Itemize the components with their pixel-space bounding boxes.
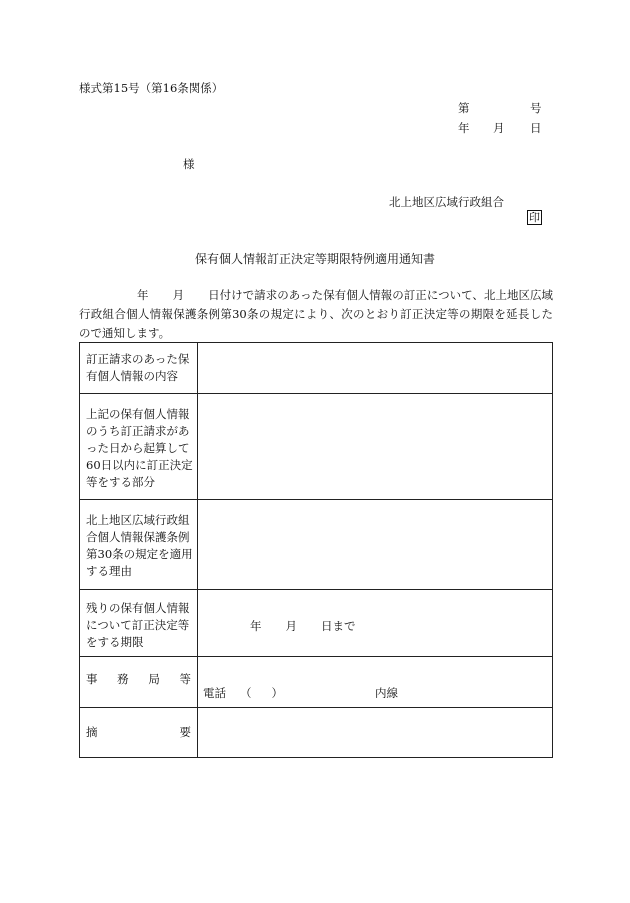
row5-char: 局 [148,672,160,686]
row5-char: 事 [86,672,98,686]
row5-label [80,657,197,687]
date-day-label: 日 [530,121,542,135]
reference-number [458,100,542,116]
table-row [80,500,553,590]
deadline-date [250,618,356,634]
row1-label: 訂正請求のあった保有個人情報の内容 [86,352,190,383]
row5-char: 等 [179,672,191,686]
seal-mark: 印 [529,211,540,224]
label-cell [80,343,198,394]
label-cell [80,708,198,758]
deadline-year-label: 年 [250,619,262,633]
body-year-label: 年 [137,288,149,302]
row2-value-cell [198,394,553,500]
date-year-label: 年 [458,121,470,135]
row6-value-cell [198,708,553,758]
paren-close: ） [271,686,283,700]
row4-label: 残りの保有個人情報について訂正決定等をする期限 [86,601,190,649]
table-row [80,708,553,758]
ref-go-label: 号 [530,101,542,115]
row3-value-cell [198,500,553,590]
label-cell [80,394,198,500]
label-cell [80,590,198,657]
row6-char: 摘 [86,725,98,739]
addressee: 様 [183,157,195,171]
row6-char: 要 [179,725,191,739]
issue-date [458,120,542,136]
body-month-label: 月 [172,288,185,302]
row6-label [80,708,197,740]
ref-dai-label: 第 [458,101,470,115]
paren-open: （ [240,686,252,700]
body-text: 日付けで請求のあった保有個人情報の訂正について、北上地区広域行政組合個人情報保護条例第30条の規定により、次のとおり訂正決定等の期限を延長したので通知します。 [79,288,554,340]
deadline-month-label: 月 [285,619,297,633]
ext-label: 内線 [375,686,398,700]
sender-name: 北上地区広域行政組合 [389,195,504,209]
row3-label: 北上地区広域行政組合個人情報保護条例第30条の規定を適用する理由 [86,513,193,578]
row1-value-cell [198,343,553,394]
row4-value-cell [198,590,553,657]
table-row [80,657,553,708]
tel-label: 電話 [203,686,226,700]
label-cell [80,657,198,708]
table-row [80,590,553,657]
table-row [80,394,553,500]
document-title: 保有個人情報訂正決定等期限特例適用通知書 [194,252,435,266]
row5-char: 務 [117,672,129,686]
row5-value-cell [198,657,553,708]
notice-body [79,286,553,343]
deadline-until-label: 日まで [321,619,356,633]
label-cell [80,500,198,590]
date-month-label: 月 [493,121,505,135]
contact-line [203,685,398,701]
table-row [80,343,553,394]
row2-label: 上記の保有個人情報のうち訂正請求があった日から起算して60日以内に訂正決定等をする部分 [86,407,193,489]
form-number: 様式第15号（第16条関係） [79,81,224,95]
notice-table [79,342,553,758]
